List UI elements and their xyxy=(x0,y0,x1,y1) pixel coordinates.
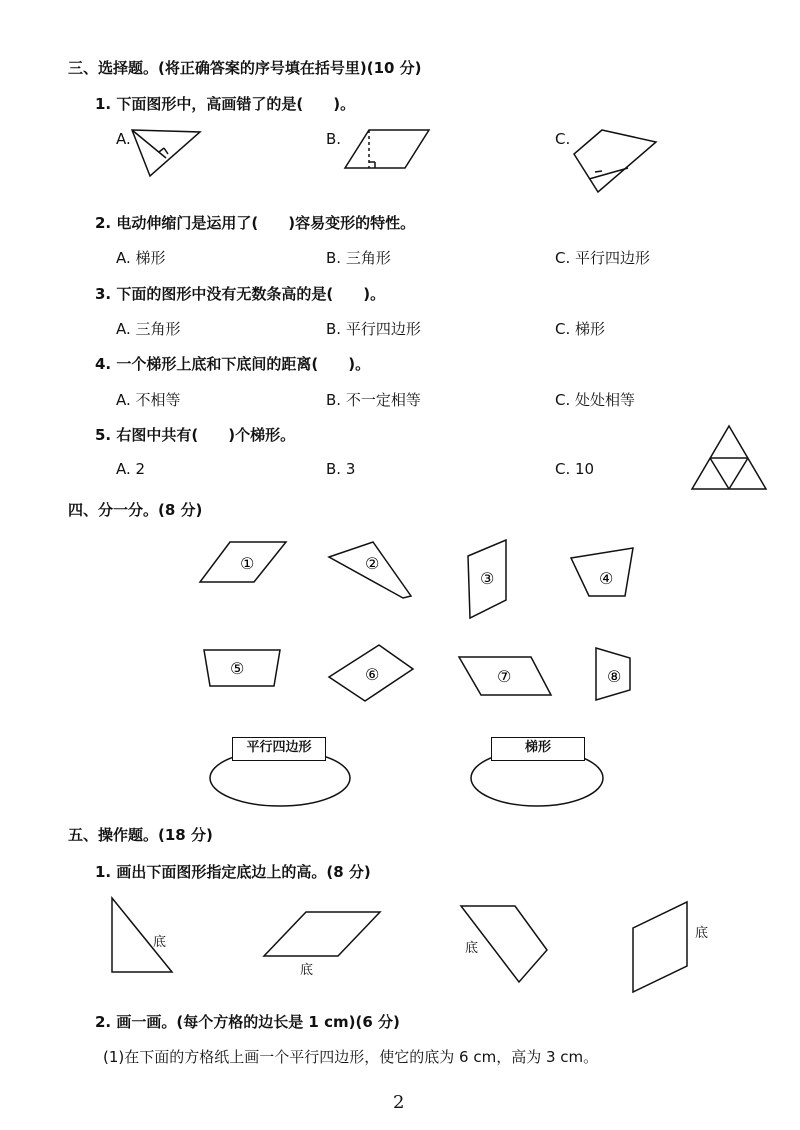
s5-q2-text: 2. 画一画。(每个方格的边长是 1 cm)(6 分) xyxy=(95,1013,400,1031)
q2-option-a: A. 梯形 xyxy=(116,249,166,267)
q5-option-a: A. 2 xyxy=(116,460,146,478)
shape-1-parallelogram xyxy=(198,540,290,586)
q1-parallelogram-figure xyxy=(345,128,435,172)
trapezoid-group-label: 梯形 xyxy=(491,737,585,761)
section5-title: 五、操作题。(18 分) xyxy=(68,826,213,844)
shape-8-trapezoid xyxy=(594,646,634,704)
q1-option-b: B. xyxy=(326,130,342,148)
shape-2-trapezoid xyxy=(327,540,415,602)
s5-right-triangle xyxy=(110,896,176,976)
q4-option-b: B. 不一定相等 xyxy=(326,391,421,409)
s5-rhombus-base-label: 底 xyxy=(695,926,709,941)
shape-7-parallelogram xyxy=(457,655,555,701)
q5-option-b: B. 3 xyxy=(326,460,356,478)
shape-5-label: ⑤ xyxy=(230,659,245,678)
s5-rhombus xyxy=(631,900,691,996)
q1-option-a: A. xyxy=(116,130,131,148)
shape-7-label: ⑦ xyxy=(497,667,512,686)
shape-8-label: ⑧ xyxy=(607,667,622,686)
s5-parallelogram xyxy=(262,910,384,960)
section4-title: 四、分一分。(8 分) xyxy=(68,501,203,519)
shape-4-trapezoid xyxy=(569,546,637,600)
q3-option-a: A. 三角形 xyxy=(116,320,181,338)
q3-text: 3. 下面的图形中没有无数条高的是( )。 xyxy=(95,285,386,303)
parallelogram-group-label: 平行四边形 xyxy=(232,737,326,761)
q3-option-c: C. 梯形 xyxy=(555,320,606,338)
shape-3-label: ③ xyxy=(480,569,495,588)
q4-option-a: A. 不相等 xyxy=(116,391,181,409)
shape-2-label: ② xyxy=(365,554,380,573)
shape-1-label: ① xyxy=(240,554,255,573)
q3-option-b: B. 平行四边形 xyxy=(326,320,421,338)
q4-option-c: C. 处处相等 xyxy=(555,391,636,409)
q5-text: 5. 右图中共有( )个梯形。 xyxy=(95,426,296,444)
s5-parallelogram-base-label: 底 xyxy=(300,963,314,978)
s5-triangle-base-label: 底 xyxy=(153,935,167,950)
shape-5-trapezoid xyxy=(202,648,284,690)
shape-3-parallelogram xyxy=(466,538,510,622)
q1-quad-figure xyxy=(572,128,662,198)
q5-option-c: C. 10 xyxy=(555,460,595,478)
q2-option-b: B. 三角形 xyxy=(326,249,391,267)
q1-text: 1. 下面图形中，高画错了的是( )。 xyxy=(95,95,356,113)
q4-text: 4. 一个梯形上底和下底间的距离( )。 xyxy=(95,355,371,373)
s5-trapezoid-base-label: 底 xyxy=(465,941,479,956)
shape-6-label: ⑥ xyxy=(365,665,380,684)
s5-q2-sub1: (1)在下面的方格纸上画一个平行四边形，使它的底为 6 cm，高为 3 cm。 xyxy=(103,1048,599,1066)
shape-6-rhombus xyxy=(327,643,417,705)
s5-q1-text: 1. 画出下面图形指定底边上的高。(8 分) xyxy=(95,863,371,881)
page-number: 2 xyxy=(393,1092,405,1113)
shape-4-label: ④ xyxy=(599,569,614,588)
q1-option-c: C. xyxy=(555,130,571,148)
q2-text: 2. 电动伸缩门是运用了( )容易变形的特性。 xyxy=(95,214,416,232)
q5-triangle-figure xyxy=(690,424,770,492)
q2-option-c: C. 平行四边形 xyxy=(555,249,651,267)
q1-triangle-figure xyxy=(130,126,210,182)
section3-title: 三、选择题。(将正确答案的序号填在括号里)(10 分) xyxy=(68,59,422,77)
